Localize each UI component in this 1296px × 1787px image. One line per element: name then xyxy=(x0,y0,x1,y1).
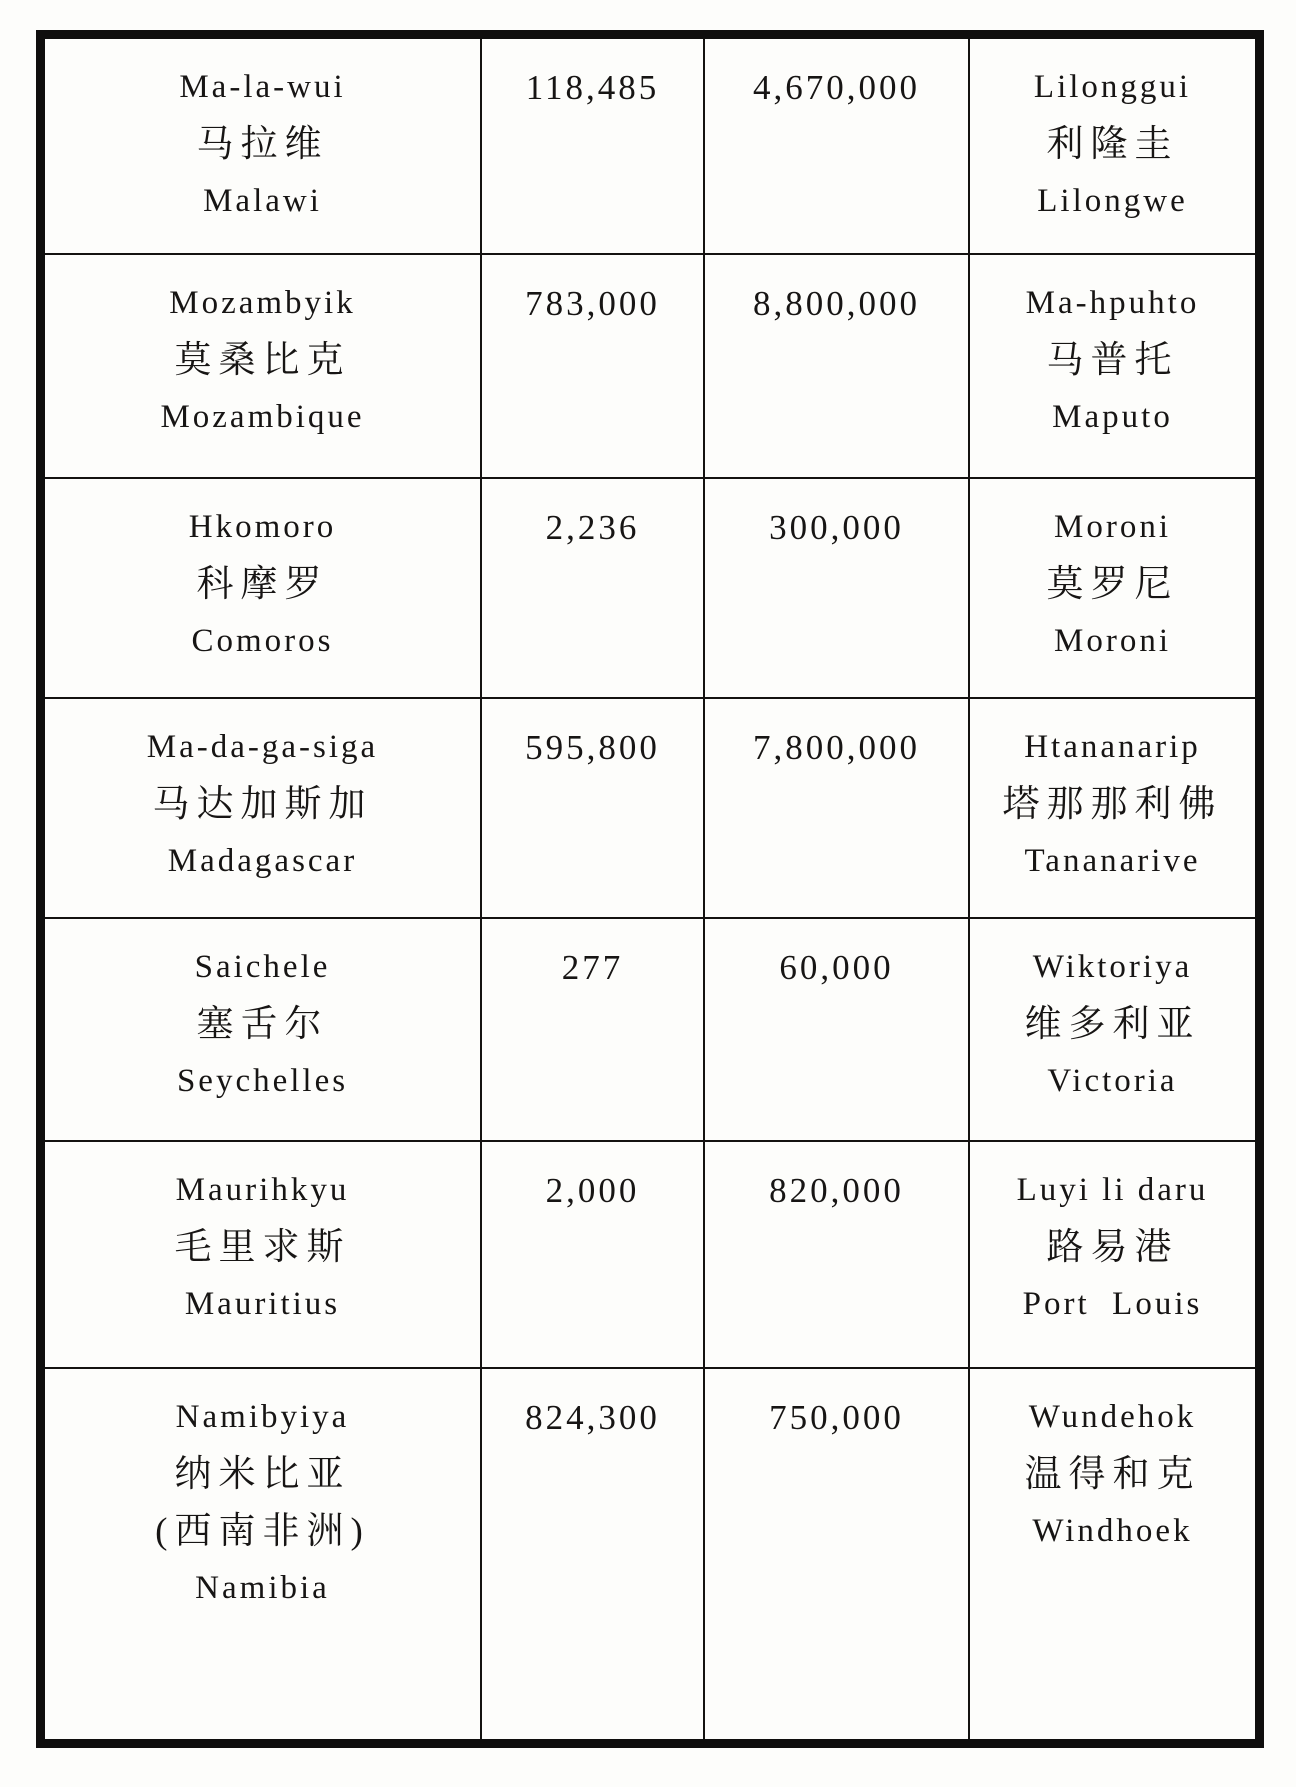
capital-romanized: Htananarip xyxy=(1024,729,1201,765)
country-romanized: Mozambyik xyxy=(169,285,356,321)
area-cell xyxy=(482,479,703,697)
population-cell xyxy=(705,699,968,917)
capital-chinese: 利隆圭 xyxy=(1046,124,1179,165)
area-cell xyxy=(482,699,703,917)
capital-romanized: Moroni xyxy=(1054,509,1171,545)
population-cell xyxy=(705,1142,968,1367)
capital-romanized: Lilonggui xyxy=(1033,69,1192,105)
area-cell xyxy=(482,919,703,1140)
area-cell xyxy=(482,1369,703,1739)
area-value: 118,485 xyxy=(525,68,660,107)
capital-english: Port Louis xyxy=(1022,1286,1203,1322)
population-value: 7,800,000 xyxy=(753,728,920,767)
capital-english: Victoria xyxy=(1047,1063,1178,1099)
country-english: Namibia xyxy=(195,1570,330,1606)
population-cell xyxy=(705,1369,968,1739)
country-cell xyxy=(45,1369,480,1739)
country-cell xyxy=(45,919,480,1140)
area-cell xyxy=(482,39,703,253)
capital-cell xyxy=(970,919,1255,1140)
country-cell xyxy=(45,479,480,697)
capital-chinese: 莫罗尼 xyxy=(1046,564,1179,605)
country-romanized: Ma-la-wui xyxy=(179,69,346,105)
country-romanized: Namibyiya xyxy=(175,1399,350,1435)
capital-chinese: 路易港 xyxy=(1046,1227,1179,1268)
capital-cell xyxy=(970,1142,1255,1367)
capital-chinese: 塔那那利佛 xyxy=(1002,784,1223,825)
population-cell xyxy=(705,255,968,477)
countries-table xyxy=(36,30,1264,1748)
country-english: Seychelles xyxy=(176,1063,349,1099)
capital-cell xyxy=(970,1369,1255,1739)
population-cell xyxy=(705,919,968,1140)
country-chinese: 马达加斯加 xyxy=(152,784,373,825)
country-cell xyxy=(45,699,480,917)
area-value: 824,300 xyxy=(525,1398,660,1437)
country-romanized: Maurihkyu xyxy=(175,1172,350,1208)
country-cell xyxy=(45,39,480,253)
capital-romanized: Ma-hpuhto xyxy=(1025,285,1200,321)
area-value: 2,236 xyxy=(545,508,640,547)
country-chinese: 毛里求斯 xyxy=(174,1227,351,1268)
country-english: Mauritius xyxy=(184,1286,341,1322)
capital-chinese: 温得和克 xyxy=(1024,1454,1201,1495)
country-note: (西南非洲) xyxy=(155,1511,370,1552)
country-english: Comoros xyxy=(191,623,334,659)
capital-romanized: Wiktoriya xyxy=(1032,949,1193,985)
country-chinese: 塞舌尔 xyxy=(196,1004,329,1045)
population-cell xyxy=(705,479,968,697)
country-english: Mozambique xyxy=(160,399,365,435)
population-value: 820,000 xyxy=(769,1171,904,1210)
area-cell xyxy=(482,1142,703,1367)
country-chinese: 马拉维 xyxy=(196,124,329,165)
capital-romanized: Wundehok xyxy=(1028,1399,1197,1435)
country-cell xyxy=(45,255,480,477)
capital-cell xyxy=(970,255,1255,477)
capital-english: Maputo xyxy=(1052,399,1173,435)
country-romanized: Ma-da-ga-siga xyxy=(146,729,379,765)
country-chinese: 莫桑比克 xyxy=(174,340,351,381)
population-value: 4,670,000 xyxy=(753,68,920,107)
country-chinese: 纳米比亚 xyxy=(174,1454,351,1495)
capital-cell xyxy=(970,699,1255,917)
population-value: 60,000 xyxy=(779,948,894,987)
area-value: 277 xyxy=(561,948,624,987)
population-value: 300,000 xyxy=(769,508,904,547)
capital-chinese: 马普托 xyxy=(1046,340,1179,381)
capital-english: Moroni xyxy=(1054,623,1171,659)
area-cell xyxy=(482,255,703,477)
population-value: 750,000 xyxy=(769,1398,904,1437)
area-value: 2,000 xyxy=(545,1171,640,1210)
area-value: 783,000 xyxy=(525,284,660,323)
capital-english: Tananarive xyxy=(1024,843,1201,879)
population-value: 8,800,000 xyxy=(753,284,920,323)
country-romanized: Saichele xyxy=(194,949,331,985)
capital-chinese: 维多利亚 xyxy=(1024,1004,1201,1045)
country-english: Malawi xyxy=(203,183,322,219)
capital-romanized: Luyi li daru xyxy=(1016,1172,1209,1208)
capital-english: Lilongwe xyxy=(1037,183,1188,219)
population-cell xyxy=(705,39,968,253)
capital-cell xyxy=(970,39,1255,253)
capital-cell xyxy=(970,479,1255,697)
country-romanized: Hkomoro xyxy=(188,509,337,545)
country-chinese: 科摩罗 xyxy=(196,564,329,605)
capital-english: Windhoek xyxy=(1032,1513,1193,1549)
country-cell xyxy=(45,1142,480,1367)
area-value: 595,800 xyxy=(525,728,660,767)
country-english: Madagascar xyxy=(167,843,358,879)
